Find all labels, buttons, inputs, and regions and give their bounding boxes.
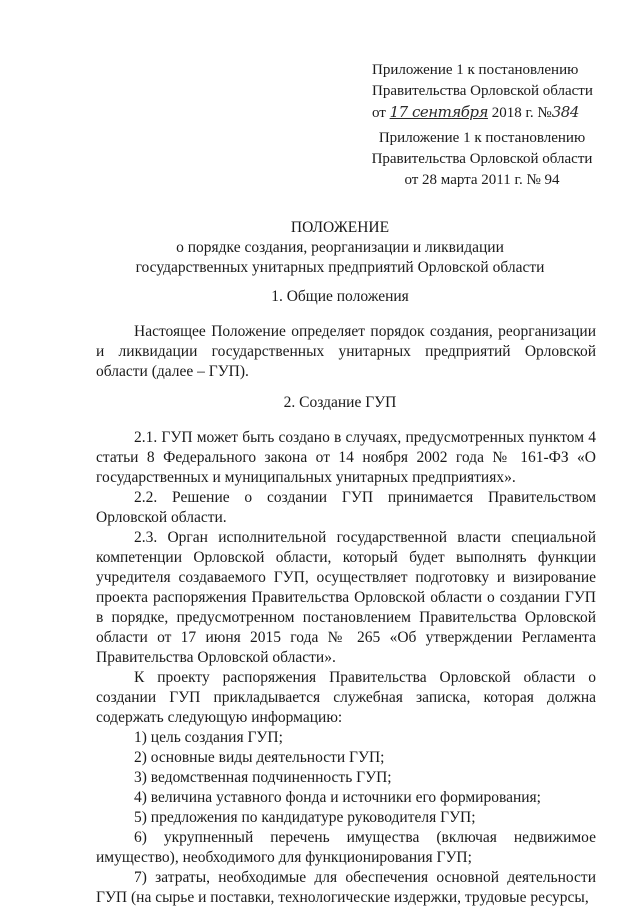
appendix-current (372, 60, 622, 124)
paragraph-2-3-note: К проекту распоряжения Правительства Орловской области о создании ГУП прикладывается служебная записка, которая должна содержать следующую информацию: (96, 669, 596, 726)
date-year: 2018 г. № (491, 105, 552, 121)
section2-heading: 2. Создание ГУП (283, 394, 397, 411)
handwritten-date: 17 сентября (389, 103, 488, 121)
appendix-current-date (372, 102, 622, 124)
list-item: 4) величина уставного фонда и источники его формирования; (134, 789, 541, 806)
paragraph-2-1: 2.1. ГУП может быть создано в случаях, предусмотренных пунктом 4 статьи 8 Федерального закона от 14 ноября 2002 года № 161-ФЗ «О государственных и муниципальных унитарных предприятиях». (96, 429, 596, 486)
list-item: 3) ведомственная подчиненность ГУП; (134, 769, 392, 786)
paragraph-2-2: 2.2. Решение о создании ГУП принимается Правительством Орловской области. (96, 489, 596, 526)
title-main: ПОЛОЖЕНИЕ (290, 219, 390, 236)
section1-paragraph: Настоящее Положение определяет порядок создания, реорганизации и ликвидации государственных унитарных предприятий Орловской области (далее – ГУП). (96, 323, 596, 380)
appendix-current-line1: Приложение 1 к постановлению (372, 62, 579, 78)
list-item: 7) затраты, необходимые для обеспечения основной деятельности ГУП (на сырье и поставки, технологические издержки, трудовые ресурсы, (96, 869, 596, 906)
list-item: 5) предложения по кандидатуре руководителя ГУП; (134, 809, 476, 826)
paragraph-2-3: 2.3. Орган исполнительной государственной власти специальной компетенции Орловской области, который будет выполнять функции учредителя создаваемого ГУП, осуществляет подготовку и визирование проекта распоряжения Правительства Орловской области о создании ГУП в порядке, предусмотренном постановлением Правительства Орловской области от 17 июня 2015 года № 265 «Об утверждении Регламента Правительства Орловской области». (96, 529, 596, 666)
title-line3: государственных унитарных предприятий Орловской области (135, 259, 545, 276)
appendix-original-line3: от 28 марта 2011 г. № 94 (404, 172, 560, 188)
section1-heading: 1. Общие положения (271, 288, 409, 305)
section1-body (96, 322, 596, 382)
date-prefix: от (372, 105, 386, 121)
document-title (96, 218, 584, 278)
list-item: 2) основные виды деятельности ГУП; (134, 749, 385, 766)
appendix-original-line2: Правительства Орловской области (371, 151, 593, 167)
appendix-original (368, 128, 596, 191)
title-line2: о порядке создания, реорганизации и ликвидации (176, 239, 504, 256)
appendix-current-line2: Правительства Орловской области (372, 83, 593, 99)
appendix-original-line1: Приложение 1 к постановлению (378, 130, 586, 146)
list-item: 6) укрупненный перечень имущества (включая недвижимое имущество), необходимого для функционирования ГУП; (96, 829, 596, 866)
list-item: 1) цель создания ГУП; (134, 729, 283, 746)
section2-body (96, 428, 596, 908)
handwritten-number: 384 (551, 103, 579, 121)
